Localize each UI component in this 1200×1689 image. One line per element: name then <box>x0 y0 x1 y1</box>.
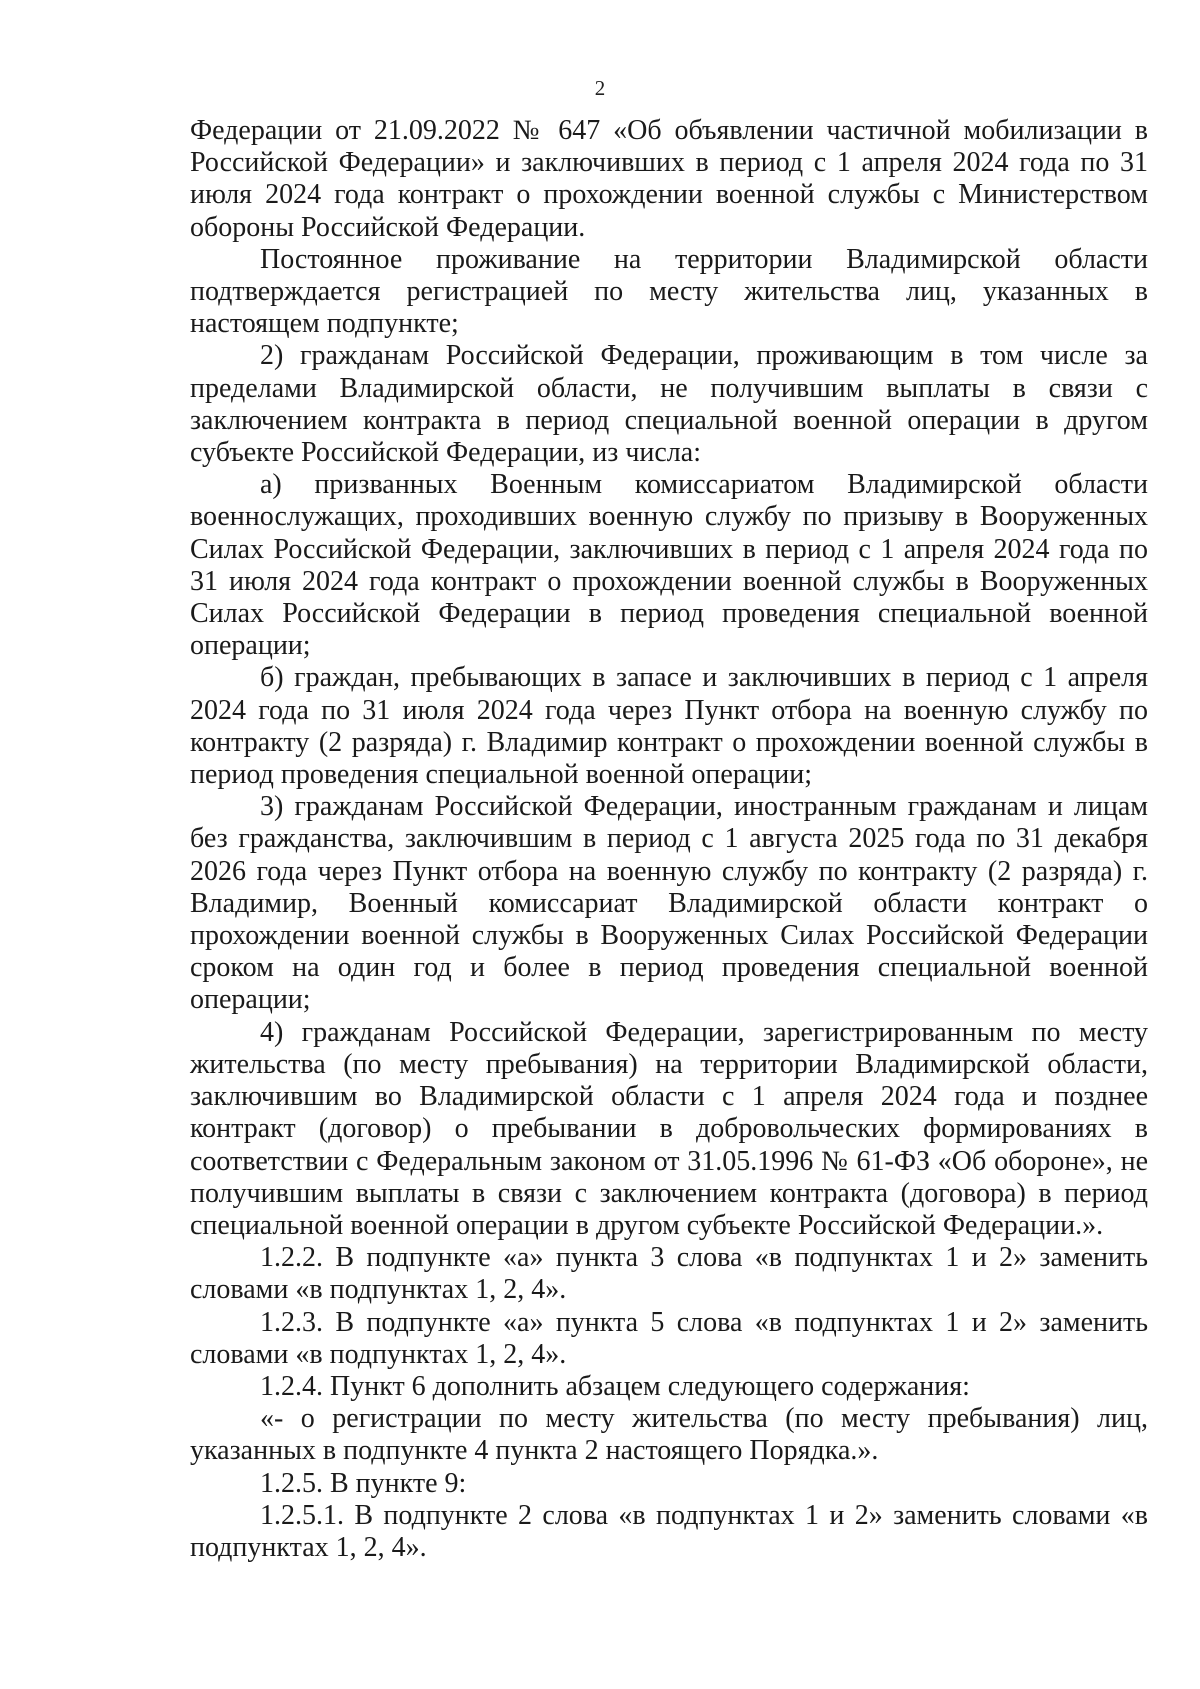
paragraph-item-3: 3) гражданам Российской Федерации, иностранным гражданам и лицам без гражданства, заключившим в период с 1 августа 2025 года по 31 декабря 2026 года через Пункт отбора на военную службу по контракту (2 разряда) г. Владимир, Военный комиссариат Владимирской области контракт о прохождении военной службы в Вооруженных Силах Российской Федерации сроком на один год и более в период проведения специальной военной операции; <box>190 791 1148 1016</box>
paragraph-continuation: Федерации от 21.09.2022 № 647 «Об объявлении частичной мобилизации в Российской Федерации» и заключивших в период с 1 апреля 2024 года по 31 июля 2024 года контракт о прохождении военной службы с Министерством обороны Российской Федерации. <box>190 115 1148 243</box>
paragraph-item-4: 4) гражданам Российской Федерации, зарегистрированным по месту жительства (по месту пребывания) на территории Владимирской области, заключившим во Владимирской области с 1 апреля 2024 года и позднее контракт (договор) о пребывании в добровольческих формированиях в соответствии с Федеральным законом от 31.05.1996 № 61-ФЗ «Об обороне», не получившим выплаты в связи с заключением контракта (договора) в период специальной военной операции в другом субъекте Российской Федерации.». <box>190 1016 1148 1241</box>
paragraph-1-2-3: 1.2.3. В подпункте «а» пункта 5 слова «в подпунктах 1 и 2» заменить словами «в подпунктах 1, 2, 4». <box>190 1306 1148 1370</box>
paragraph-1-2-5: 1.2.5. В пункте 9: <box>260 1467 467 1499</box>
document-body <box>190 115 1148 1564</box>
paragraph-residence: Постоянное проживание на территории Владимирской области подтверждается регистрацией по месту жительства лиц, указанных в настоящем подпункте; <box>190 243 1148 340</box>
paragraph-quote: «- о регистрации по месту жительства (по месту пребывания) лиц, указанных в подпункте 4 пункта 2 настоящего Порядка.». <box>190 1403 1148 1467</box>
paragraph-item-2b: б) граждан, пребывающих в запасе и заключивших в период с 1 апреля 2024 года по 31 июля 2024 года через Пункт отбора на военную службу по контракту (2 разряда) г. Владимир контракт о прохождении военной службы в период проведения специальной военной операции; <box>190 662 1148 791</box>
page-number: 2 <box>594 76 606 100</box>
paragraph-1-2-5-1: 1.2.5.1. В подпункте 2 слова «в подпунктах 1 и 2» заменить словами «в подпунктах 1, 2, 4». <box>190 1499 1148 1563</box>
paragraph-1-2-4: 1.2.4. Пункт 6 дополнить абзацем следующего содержания: <box>260 1370 970 1402</box>
paragraph-item-2a: а) призванных Военным комиссариатом Владимирской области военнослужащих, проходивших военную службу по призыву в Вооруженных Силах Российской Федерации, заключивших в период с 1 апреля 2024 года по 31 июля 2024 года контракт о прохождении военной службы в Вооруженных Силах Российской Федерации в период проведения специальной военной операции; <box>190 469 1148 662</box>
paragraph-item-2: 2) гражданам Российской Федерации, проживающим в том числе за пределами Владимирской области, не получившим выплаты в связи с заключением контракта в период специальной военной операции в другом субъекте Российской Федерации, из числа: <box>190 340 1148 469</box>
paragraph-1-2-2: 1.2.2. В подпункте «а» пункта 3 слова «в подпунктах 1 и 2» заменить словами «в подпунктах 1, 2, 4». <box>190 1242 1148 1306</box>
